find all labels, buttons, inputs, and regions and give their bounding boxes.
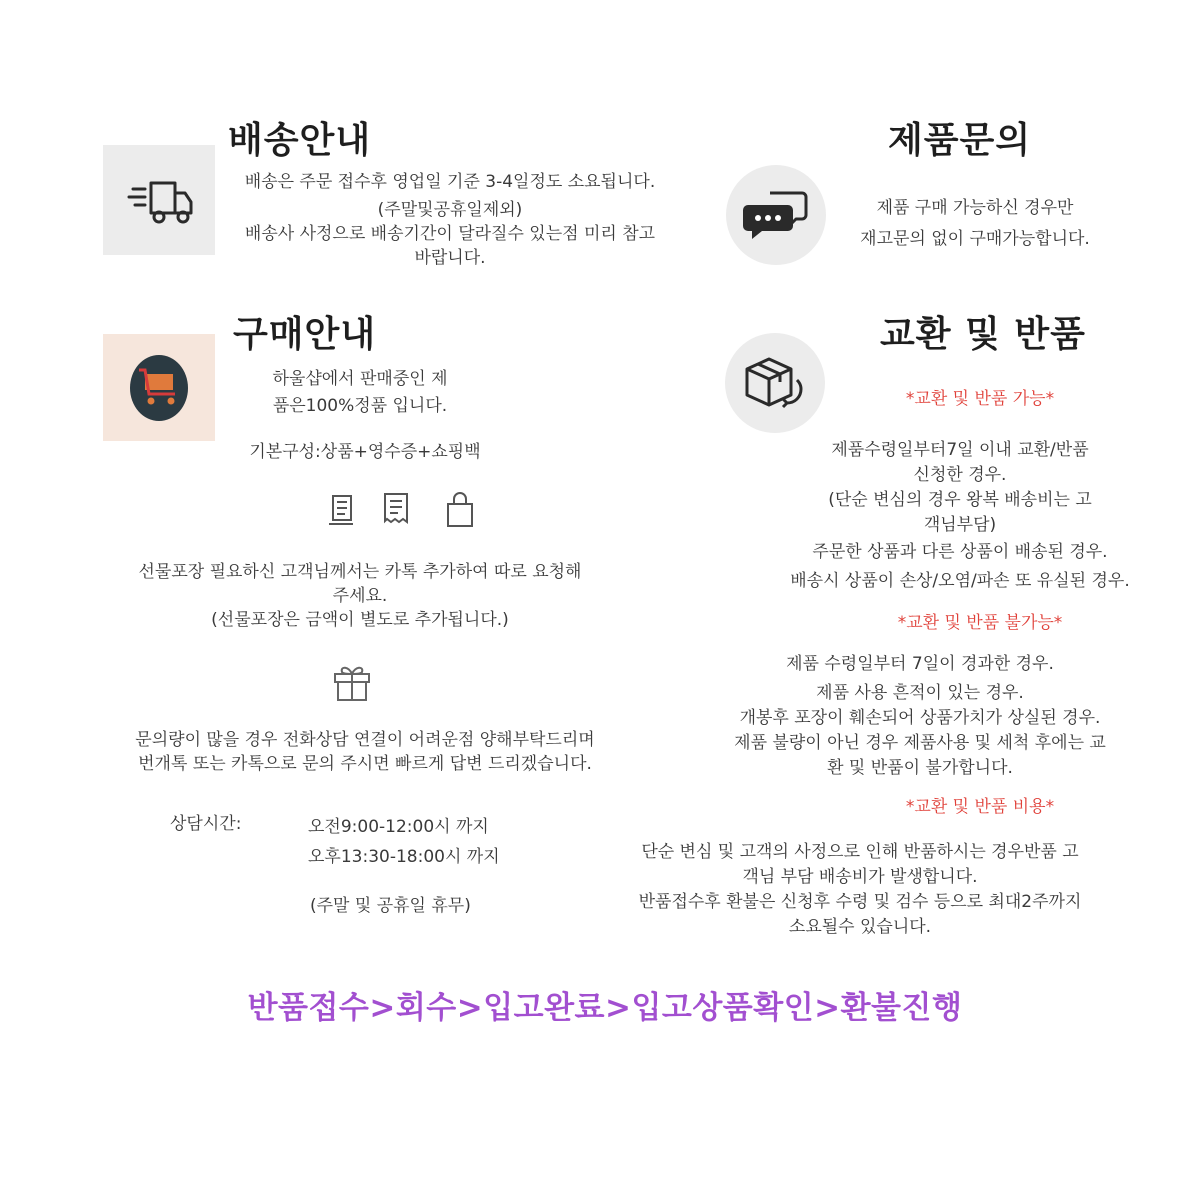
cost-line: 반품접수후 환불은 신청후 수령 및 검수 등으로 최대2주까지 xyxy=(638,892,1082,912)
purchase-title: 구매안내 xyxy=(233,314,377,355)
return-box-icon xyxy=(725,333,825,433)
receipt-icon xyxy=(385,494,407,522)
gift-box-icon xyxy=(330,660,374,704)
product-icon xyxy=(329,496,353,524)
possible-line: (단순 변심의 경우 왕복 배송비는 고 xyxy=(828,490,1092,510)
impossible-line: 제품 사용 흔적이 있는 경우. xyxy=(816,683,1024,703)
cost-line: 단순 변심 및 고객의 사정으로 인해 반품하시는 경우반품 고 xyxy=(641,842,1079,862)
impossible-line: 제품 불량이 아닌 경우 제품사용 및 세척 후에는 교 xyxy=(734,733,1106,753)
shipping-line: (주말및공휴일제외) xyxy=(377,200,523,220)
hours-note: (주말 및 공휴일 휴무) xyxy=(310,896,471,916)
possible-text xyxy=(760,438,1160,594)
purchase-line: 품은100%정품 입니다. xyxy=(272,396,448,416)
shipping-line: 배송사 사정으로 배송기간이 달라질수 있는점 미리 참고 xyxy=(244,224,656,244)
cost-label: *교환 및 반품 비용* xyxy=(905,797,1055,817)
possible-line: 주문한 상품과 다른 상품이 배송된 경우. xyxy=(812,542,1108,562)
gift-line: 주세요. xyxy=(332,586,388,606)
cost-text xyxy=(600,840,1120,940)
shipping-line: 배송은 주문 접수후 영업일 기준 3-4일정도 소요됩니다. xyxy=(244,172,656,192)
cost-line: 객님 부담 배송비가 발생합니다. xyxy=(742,867,978,887)
inquiry-title: 제품문의 xyxy=(888,120,1032,161)
shipping-line: 바랍니다. xyxy=(414,248,486,268)
inquiry-line: 재고문의 없이 구매가능합니다. xyxy=(860,229,1090,249)
shipping-title: 배송안내 xyxy=(228,120,372,161)
possible-line: 배송시 상품이 손상/오염/파손 또 유실된 경우. xyxy=(790,571,1130,591)
possible-label: *교환 및 반품 가능* xyxy=(905,389,1055,409)
gift-line: 선물포장 필요하신 고객님께서는 카톡 추가하여 따로 요청해 xyxy=(138,562,582,582)
call-line: 문의량이 많을 경우 전화상담 연결이 어려운점 양해부탁드리며 xyxy=(135,730,595,750)
impossible-line: 제품 수령일부터 7일이 경과한 경우. xyxy=(786,654,1054,674)
hours-item: 오후13:30-18:00시 까지 xyxy=(308,847,500,867)
impossible-label: *교환 및 반품 불가능* xyxy=(897,613,1063,633)
gift-wrap-text xyxy=(100,560,620,632)
inquiry-text xyxy=(830,193,1120,255)
purchase-text xyxy=(250,366,470,420)
inquiry-line: 제품 구매 가능하신 경우만 xyxy=(876,198,1074,218)
cost-line: 소요될수 있습니다. xyxy=(788,917,932,937)
hours-label: 상담시간: xyxy=(170,814,242,834)
gift-line: (선물포장은 금액이 별도로 추가됩니다.) xyxy=(211,610,509,630)
delivery-truck-icon xyxy=(103,145,215,255)
impossible-text xyxy=(680,652,1160,781)
shopping-cart-icon xyxy=(103,334,215,441)
chat-bubbles-icon xyxy=(726,165,826,265)
possible-line: 신청한 경우. xyxy=(913,465,1007,485)
shopping-bag-icon xyxy=(448,493,472,526)
shipping-text xyxy=(220,170,680,270)
purchase-line: 하울샵에서 판매중인 제 xyxy=(272,369,448,389)
exchange-title: 교환 및 반품 xyxy=(880,314,1086,355)
call-line: 번개톡 또는 카톡으로 문의 주시면 빠르게 답변 드리겠습니다. xyxy=(138,754,592,774)
basic-components: 기본구성:상품+영수증+쇼핑백 xyxy=(249,442,481,462)
hours-list xyxy=(308,812,500,872)
impossible-line: 환 및 반품이 불가합니다. xyxy=(827,758,1013,778)
hours-item: 오전9:00-12:00시 까지 xyxy=(308,817,489,837)
possible-line: 제품수령일부터7일 이내 교환/반품 xyxy=(831,440,1089,460)
possible-line: 객님부담) xyxy=(923,515,997,535)
return-process-flow: 반품접수>회수>입고완료>입고상품확인>환불진행 xyxy=(247,990,963,1026)
components-icons xyxy=(325,490,480,530)
impossible-line: 개봉후 포장이 훼손되어 상품가치가 상실된 경우. xyxy=(739,708,1101,728)
call-text xyxy=(100,728,630,776)
